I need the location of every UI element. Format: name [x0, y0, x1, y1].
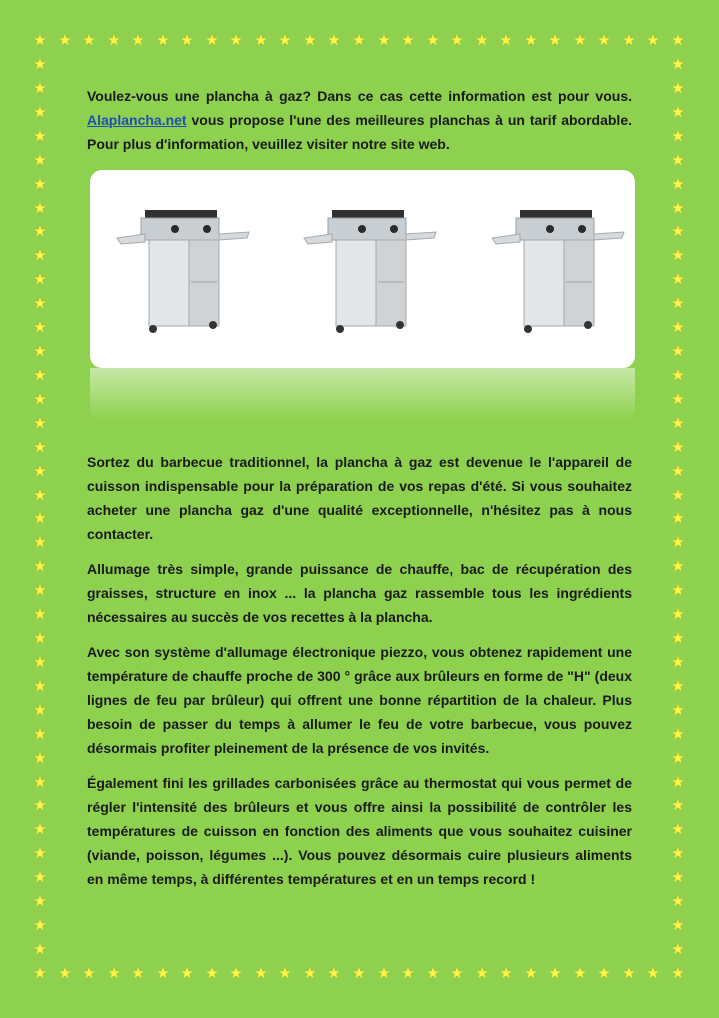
- star-icon: ★: [426, 965, 440, 982]
- star-icon: ★: [58, 965, 72, 982]
- star-icon: ★: [450, 965, 464, 982]
- star-icon: ★: [401, 32, 415, 49]
- star-icon: ★: [671, 271, 685, 288]
- intro-text-before: Voulez-vous une plancha à gaz? Dans ce cas cette information est pour vous.: [87, 88, 632, 104]
- star-icon: ★: [377, 965, 391, 982]
- star-icon: ★: [131, 32, 145, 49]
- image-reflection: [90, 368, 635, 420]
- star-icon: ★: [597, 32, 611, 49]
- star-icon: ★: [450, 32, 464, 49]
- star-icon: ★: [33, 343, 47, 360]
- star-icon: ★: [33, 917, 47, 934]
- star-icon: ★: [475, 32, 489, 49]
- star-icon: ★: [671, 176, 685, 193]
- star-icon: ★: [278, 32, 292, 49]
- star-icon: ★: [33, 702, 47, 719]
- star-icon: ★: [671, 128, 685, 145]
- star-icon: ★: [33, 128, 47, 145]
- star-icon: ★: [671, 606, 685, 623]
- star-icon: ★: [107, 32, 121, 49]
- star-icon: ★: [548, 32, 562, 49]
- star-icon: ★: [254, 32, 268, 49]
- star-icon: ★: [671, 32, 685, 49]
- star-icon: ★: [33, 319, 47, 336]
- star-icon: ★: [352, 32, 366, 49]
- star-icon: ★: [229, 32, 243, 49]
- star-icon: ★: [352, 965, 366, 982]
- star-icon: ★: [671, 630, 685, 647]
- star-icon: ★: [671, 319, 685, 336]
- star-icon: ★: [671, 295, 685, 312]
- star-icon: ★: [671, 415, 685, 432]
- star-icon: ★: [82, 32, 96, 49]
- star-icon: ★: [33, 200, 47, 217]
- star-icon: ★: [671, 678, 685, 695]
- star-icon: ★: [671, 104, 685, 121]
- star-icon: ★: [33, 463, 47, 480]
- star-icon: ★: [622, 32, 636, 49]
- star-icon: ★: [33, 654, 47, 671]
- star-icon: ★: [499, 965, 513, 982]
- star-icon: ★: [671, 223, 685, 240]
- star-icon: ★: [82, 965, 96, 982]
- star-icon: ★: [622, 965, 636, 982]
- star-icon: ★: [573, 965, 587, 982]
- star-icon: ★: [205, 32, 219, 49]
- star-icon: ★: [33, 726, 47, 743]
- star-icon: ★: [671, 463, 685, 480]
- star-icon: ★: [278, 965, 292, 982]
- star-icon: ★: [671, 893, 685, 910]
- star-icon: ★: [33, 606, 47, 623]
- star-icon: ★: [671, 343, 685, 360]
- star-icon: ★: [33, 774, 47, 791]
- star-icon: ★: [33, 80, 47, 97]
- star-icon: ★: [303, 965, 317, 982]
- star-icon: ★: [229, 965, 243, 982]
- star-icon: ★: [156, 965, 170, 982]
- star-icon: ★: [671, 534, 685, 551]
- plancha-cart-image: [490, 208, 630, 338]
- paragraph-2: Allumage très simple, grande puissance de chauffe, bac de récupération des graisses, structure en inox ... la plancha gaz rassemble tous les ingrédients nécessaires au succès de vos recettes à la plancha.: [87, 561, 632, 625]
- star-icon: ★: [475, 965, 489, 982]
- paragraph-3: Avec son système d'allumage électronique piezzo, vous obtenez rapidement une température de chauffe proche de 300 ° grâce aux brûleurs en forme de "H" (deux lignes de feu par brûleur) qui offrent une bonne répartition de la chaleur. Plus besoin de passer du temps à allumer le feu de votre barbecue, vous pouvez désormais profiter pleinement de la présence de vos invités.: [87, 644, 632, 756]
- star-icon: ★: [327, 965, 341, 982]
- star-icon: ★: [33, 367, 47, 384]
- star-icon: ★: [499, 32, 513, 49]
- star-icon: ★: [33, 415, 47, 432]
- star-icon: ★: [33, 582, 47, 599]
- star-icon: ★: [524, 965, 538, 982]
- star-icon: ★: [671, 200, 685, 217]
- star-icon: ★: [33, 487, 47, 504]
- star-icon: ★: [646, 32, 660, 49]
- paragraph-1: Sortez du barbecue traditionnel, la plancha à gaz est devenue le l'appareil de cuisson indispensable pour la préparation de vos repas d'été. Si vous souhaitez acheter une plancha gaz d'une qualité exceptionnelle, n'hésitez pas à nous contacter.: [87, 454, 632, 542]
- star-icon: ★: [33, 271, 47, 288]
- star-icon: ★: [671, 917, 685, 934]
- star-icon: ★: [671, 367, 685, 384]
- star-icon: ★: [671, 797, 685, 814]
- star-icon: ★: [646, 965, 660, 982]
- star-icon: ★: [671, 510, 685, 527]
- star-icon: ★: [58, 32, 72, 49]
- intro-text-after: vous propose l'une des meilleures planchas à un tarif abordable. Pour plus d'information, veuillez visiter notre site web.: [87, 112, 632, 152]
- paragraph-4: Également fini les grillades carbonisées grâce au thermostat qui vous permet de régler l'intensité des brûleurs et vous offre ainsi la possibilité de contrôler les températures de cuisson en fonction des aliments que vous souhaitez cuisiner (viande, poisson, légumes ...). Vous pouvez désormais cuire plusieurs aliments en même temps, à différentes températures et en un temps record !: [87, 775, 632, 887]
- plancha-image-card: [90, 170, 635, 368]
- star-icon: ★: [33, 439, 47, 456]
- star-icon: ★: [33, 869, 47, 886]
- star-icon: ★: [33, 893, 47, 910]
- star-icon: ★: [671, 247, 685, 264]
- star-icon: ★: [33, 104, 47, 121]
- star-icon: ★: [33, 941, 47, 958]
- star-icon: ★: [671, 582, 685, 599]
- star-icon: ★: [671, 654, 685, 671]
- star-icon: ★: [33, 965, 47, 982]
- star-icon: ★: [33, 295, 47, 312]
- star-icon: ★: [33, 678, 47, 695]
- star-icon: ★: [33, 510, 47, 527]
- star-icon: ★: [33, 152, 47, 169]
- star-icon: ★: [131, 965, 145, 982]
- star-icon: ★: [671, 869, 685, 886]
- star-icon: ★: [426, 32, 440, 49]
- star-icon: ★: [548, 965, 562, 982]
- star-icon: ★: [33, 176, 47, 193]
- star-icon: ★: [671, 774, 685, 791]
- star-icon: ★: [671, 726, 685, 743]
- star-icon: ★: [671, 391, 685, 408]
- star-icon: ★: [156, 32, 170, 49]
- star-icon: ★: [33, 845, 47, 862]
- star-icon: ★: [180, 965, 194, 982]
- star-icon: ★: [573, 32, 587, 49]
- star-icon: ★: [254, 965, 268, 982]
- star-icon: ★: [33, 391, 47, 408]
- star-icon: ★: [671, 80, 685, 97]
- star-icon: ★: [671, 750, 685, 767]
- star-icon: ★: [33, 797, 47, 814]
- plancha-cart-image: [302, 208, 442, 338]
- star-icon: ★: [33, 32, 47, 49]
- star-icon: ★: [33, 534, 47, 551]
- star-icon: ★: [377, 32, 391, 49]
- star-icon: ★: [33, 821, 47, 838]
- star-icon: ★: [671, 821, 685, 838]
- star-icon: ★: [33, 223, 47, 240]
- star-icon: ★: [205, 965, 219, 982]
- star-icon: ★: [671, 965, 685, 982]
- star-icon: ★: [671, 941, 685, 958]
- star-icon: ★: [524, 32, 538, 49]
- star-icon: ★: [671, 845, 685, 862]
- star-icon: ★: [671, 152, 685, 169]
- star-icon: ★: [401, 965, 415, 982]
- star-icon: ★: [671, 558, 685, 575]
- alaplancha-link[interactable]: Alaplancha.net: [87, 112, 187, 128]
- star-icon: ★: [303, 32, 317, 49]
- star-icon: ★: [33, 630, 47, 647]
- star-icon: ★: [107, 965, 121, 982]
- star-icon: ★: [671, 56, 685, 73]
- plancha-cart-image: [115, 208, 255, 338]
- star-icon: ★: [671, 702, 685, 719]
- star-icon: ★: [597, 965, 611, 982]
- star-icon: ★: [33, 558, 47, 575]
- star-icon: ★: [327, 32, 341, 49]
- intro-paragraph: [87, 84, 632, 156]
- star-icon: ★: [33, 750, 47, 767]
- star-icon: ★: [671, 487, 685, 504]
- star-icon: ★: [180, 32, 194, 49]
- star-icon: ★: [33, 56, 47, 73]
- document-content: [87, 84, 632, 891]
- star-icon: ★: [671, 439, 685, 456]
- star-icon: ★: [33, 247, 47, 264]
